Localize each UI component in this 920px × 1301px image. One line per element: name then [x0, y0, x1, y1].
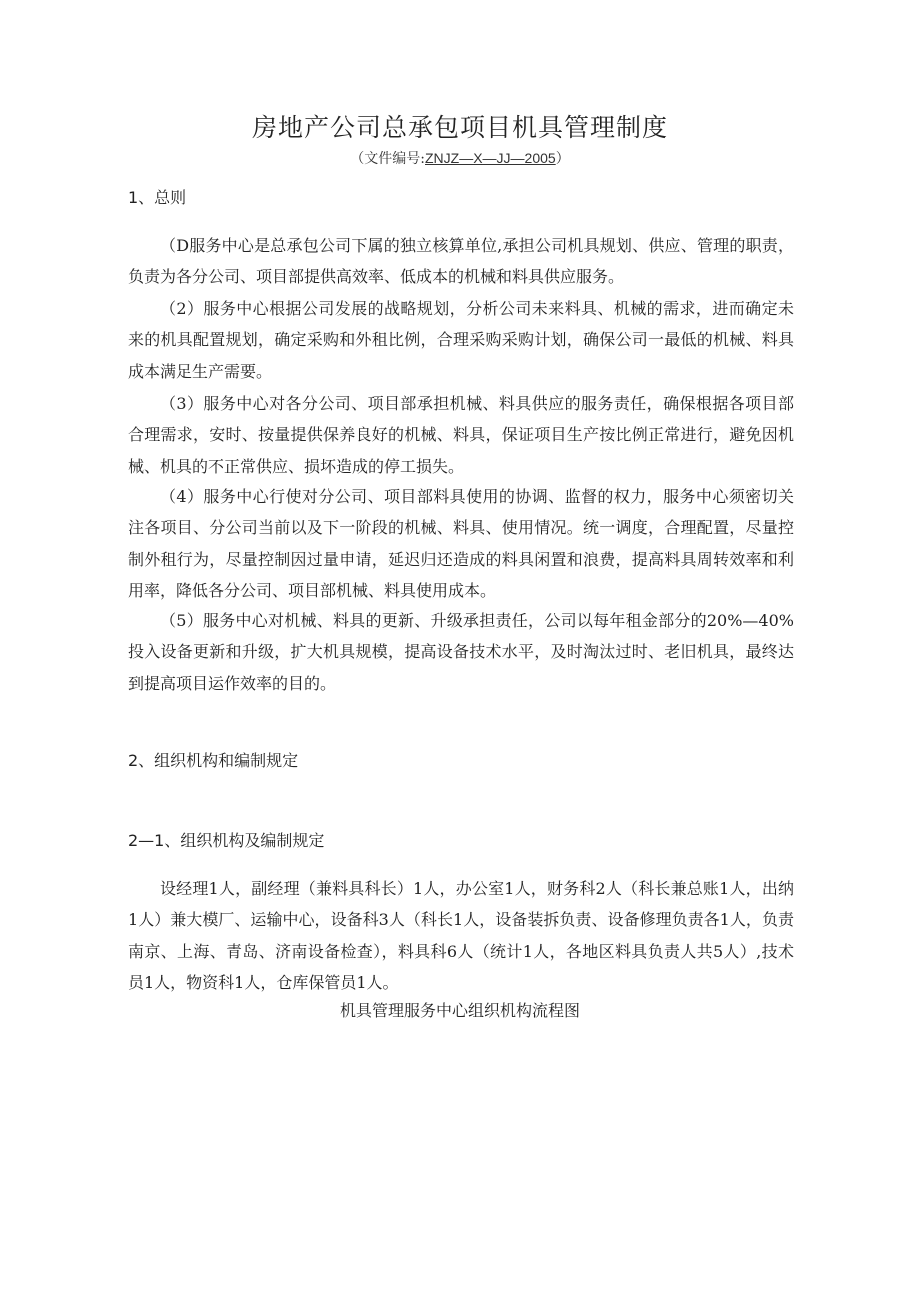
section2-sub-heading: 2—1、组织机构及编制规定: [128, 831, 325, 850]
section1-paragraph-5: （5）服务中心对机械、料具的更新、升级承担责任，公司以每年租金部分的20%—40%投入设备更新和升级，扩大机具规模，提高设备技术水平，及时淘汰过时、老旧机具，最终达到提高项目运作效率的目的。: [128, 611, 794, 693]
section2-heading: 2、组织机构和编制规定: [128, 751, 299, 770]
document-number-suffix: ）: [555, 151, 570, 167]
document-number: [0, 148, 920, 168]
document-number-prefix: （文件编号:: [350, 151, 425, 167]
section1-paragraph-1: （D服务中心是总承包公司下属的独立核算单位,承担公司机具规划、供应、管理的职责，负责为各分公司、项目部提供高效率、低成本的机械和料具供应服务。: [128, 236, 794, 287]
document-number-code: ZNJZ—X—JJ—2005: [425, 150, 556, 166]
document-title: 房地产公司总承包项目机具管理制度: [251, 113, 668, 142]
section1-paragraph-4: （4）服务中心行使对分公司、项目部料具使用的协调、监督的权力，服务中心须密切关注各项目、分公司当前以及下一阶段的机械、料具、使用情况。统一调度，合理配置，尽量控制外租行为，尽量控制因过量申请，延迟归还造成的料具闲置和浪费，提高料具周转效率和利用率，降低各分公司、项目部机械、料具使用成本。: [128, 487, 794, 601]
section2-paragraph: 设经理1人，副经理（兼料具科长）1人，办公室1人，财务科2人（科长兼总账1人，出纳1人）兼大模厂、运输中心，设备科3人（科长1人，设备装拆负责、设备修理负责各1人，负责南京、上海、青岛、济南设备检查），料具科6人（统计1人，各地区料具负责人共5人）,技术员1人，物资科1人，仓库保管员1人。: [128, 879, 794, 993]
section1-paragraph-3: （3）服务中心对各分公司、项目部承担机械、料具供应的服务责任，确保根据各项目部合理需求，安时、按量提供保养良好的机械、料具，保证项目生产按比例正常进行，避免因机械、机具的不正常供应、损坏造成的停工损失。: [128, 394, 794, 476]
section1-paragraph-2: （2）服务中心根据公司发展的战略规划，分析公司未来料具、机械的需求，进而确定未来的机具配置规划，确定采购和外租比例，合理采购采购计划，确保公司一最低的机械、料具成本满足生产需要。: [128, 299, 794, 381]
section1-heading: 1、总则: [128, 188, 187, 207]
org-chart-caption: 机具管理服务中心组织机构流程图: [339, 1001, 580, 1020]
